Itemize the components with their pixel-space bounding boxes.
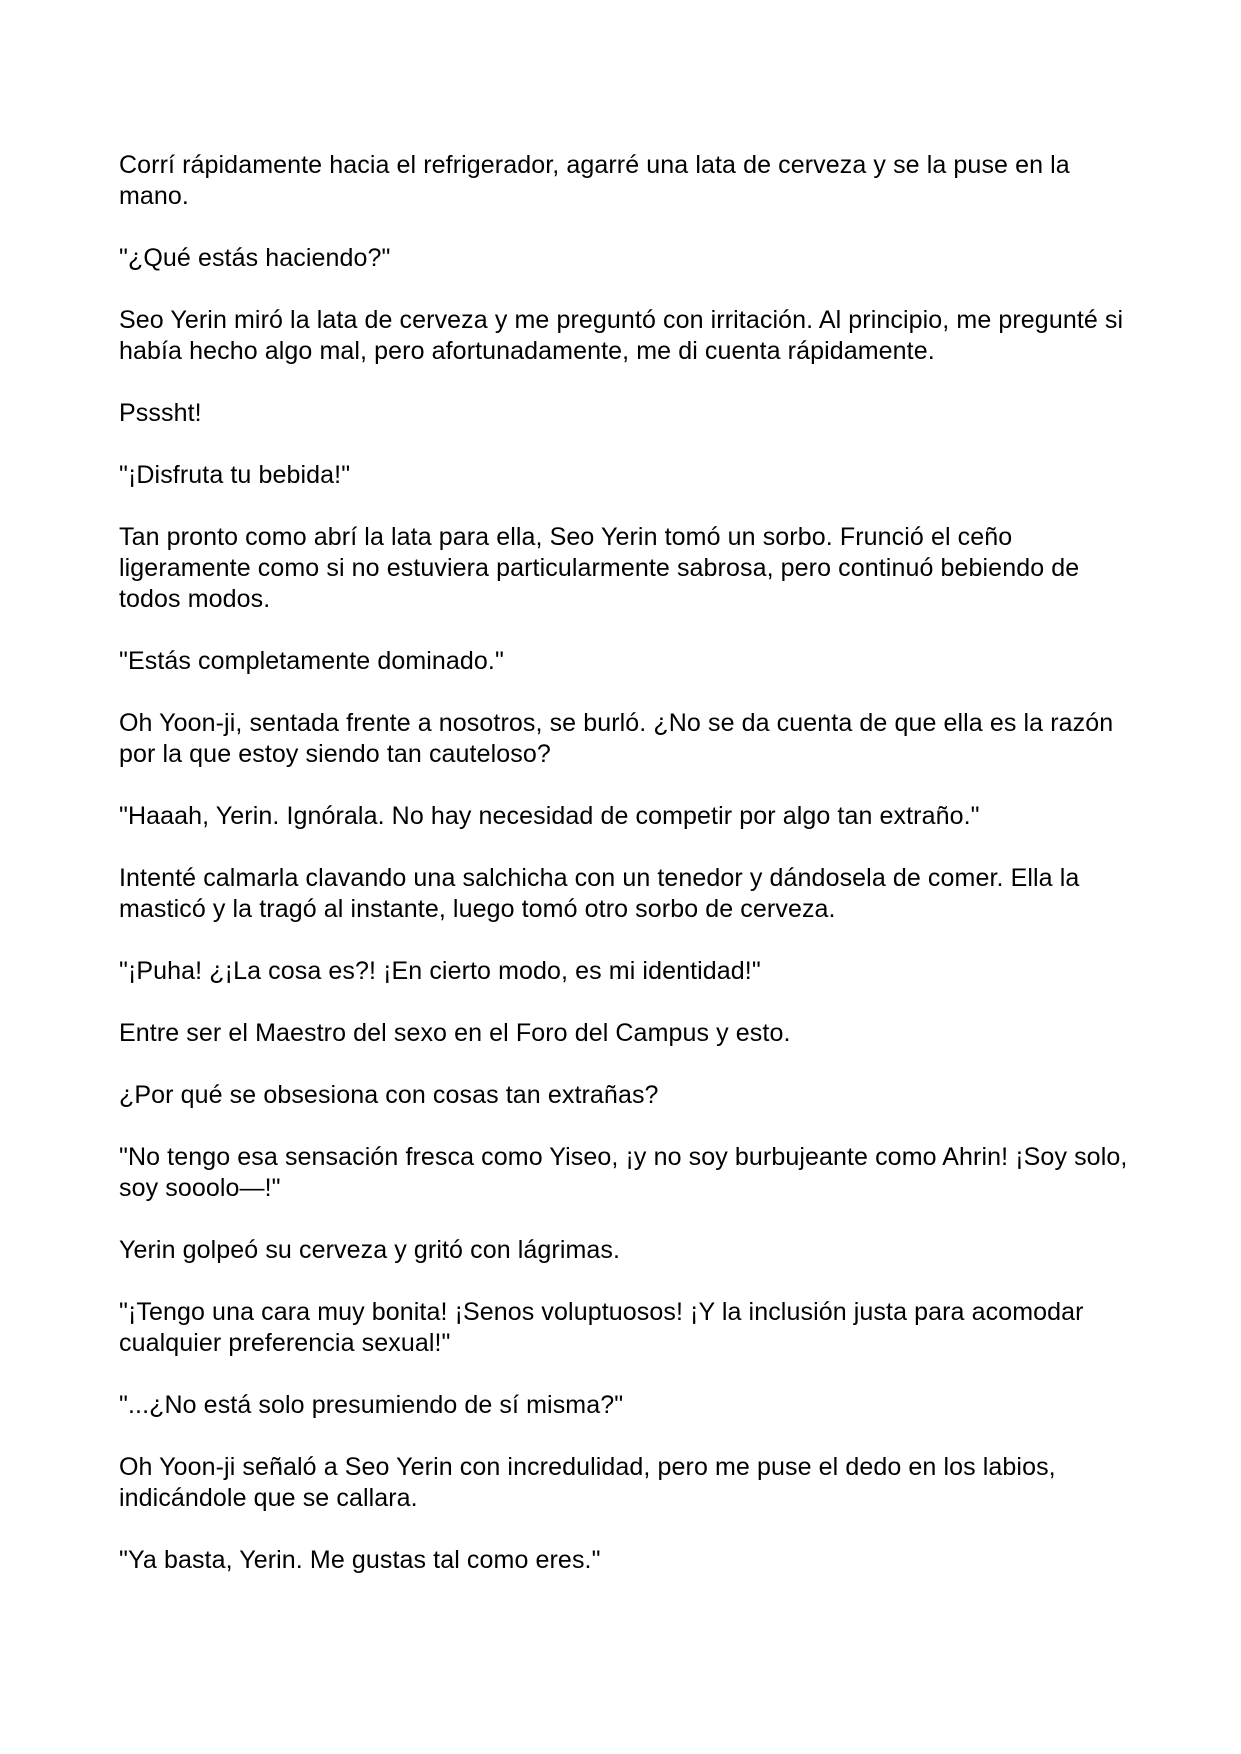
paragraph-2: "¿Qué estás haciendo?" [119, 244, 391, 272]
paragraph-12: Entre ser el Maestro del sexo en el Foro del Campus y esto. [119, 1019, 791, 1047]
paragraph-18: Oh Yoon-ji señaló a Seo Yerin con incredulidad, pero me puse el dedo en los labios, indicándole que se callara. [119, 1453, 1056, 1512]
paragraph-7: "Estás completamente dominado." [119, 647, 504, 675]
paragraph-5: "¡Disfruta tu bebida!" [119, 461, 351, 489]
paragraph-3: Seo Yerin miró la lata de cerveza y me preguntó con irritación. Al principio, me pregunté si había hecho algo mal, pero afortunadamente, me di cuenta rápidamente. [119, 306, 1124, 365]
paragraph-9: "Haaah, Yerin. Ignórala. No hay necesidad de competir por algo tan extraño." [119, 802, 980, 830]
paragraph-10: Intenté calmarla clavando una salchicha con un tenedor y dándosela de comer. Ella la masticó y la tragó al instante, luego tomó otro sorbo de cerveza. [119, 864, 1080, 923]
paragraph-8: Oh Yoon-ji, sentada frente a nosotros, se burló. ¿No se da cuenta de que ella es la razón por la que estoy siendo tan cauteloso? [119, 709, 1114, 768]
paragraph-11: "¡Puha! ¿¡La cosa es?! ¡En cierto modo, es mi identidad!" [119, 957, 761, 985]
paragraph-13: ¿Por qué se obsesiona con cosas tan extrañas? [119, 1081, 659, 1109]
paragraph-17: "...¿No está solo presumiendo de sí misma?" [119, 1391, 624, 1419]
document-body [119, 150, 1129, 1607]
paragraph-19: "Ya basta, Yerin. Me gustas tal como eres." [119, 1546, 601, 1574]
paragraph-6: Tan pronto como abrí la lata para ella, Seo Yerin tomó un sorbo. Frunció el ceño ligeramente como si no estuviera particularmente sabrosa, pero continuó bebiendo de todos modos. [119, 523, 1080, 613]
paragraph-16: "¡Tengo una cara muy bonita! ¡Senos voluptuosos! ¡Y la inclusión justa para acomodar cualquier preferencia sexual!" [119, 1298, 1084, 1357]
paragraph-4: Psssht! [119, 399, 202, 427]
paragraph-15: Yerin golpeó su cerveza y gritó con lágrimas. [119, 1236, 621, 1264]
paragraph-1: Corrí rápidamente hacia el refrigerador, agarré una lata de cerveza y se la puse en la mano. [119, 151, 1070, 210]
paragraph-14: "No tengo esa sensación fresca como Yiseo, ¡y no soy burbujeante como Ahrin! ¡Soy solo, soy sooolo—!" [119, 1143, 1128, 1202]
